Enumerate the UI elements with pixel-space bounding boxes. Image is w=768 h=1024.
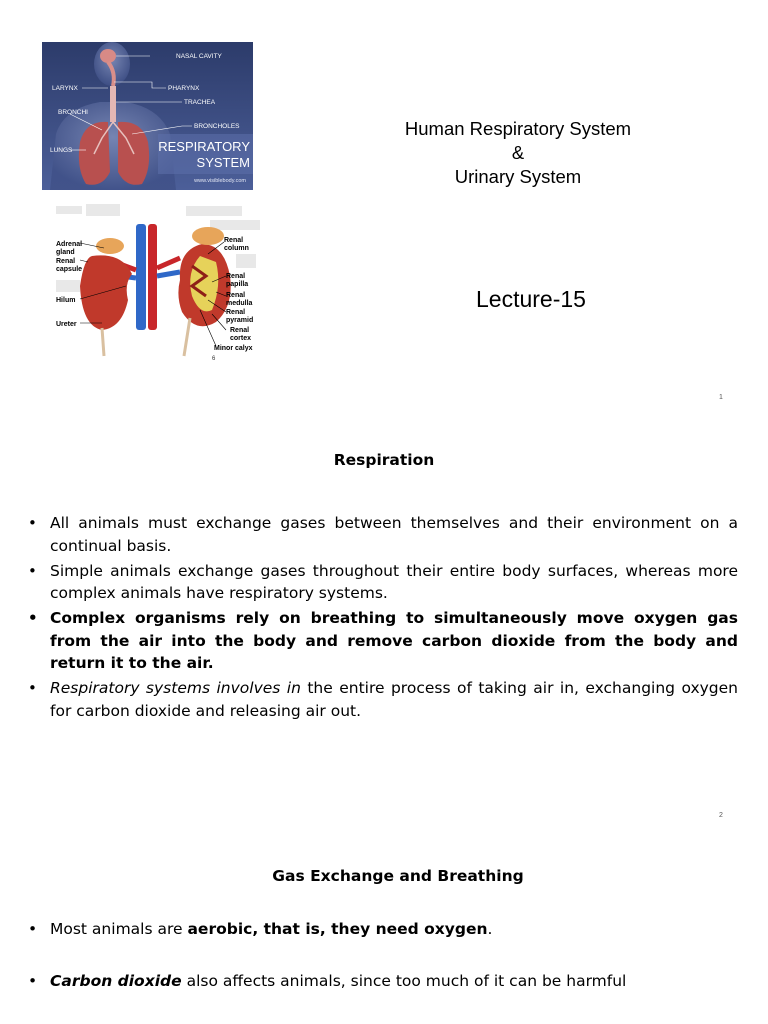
gas-exchange-heading: Gas Exchange and Breathing	[272, 867, 524, 885]
bullet-text: Most animals are	[50, 920, 188, 938]
label-adrenal: Adrenal	[56, 241, 83, 248]
label-renal-pyramid-1: Renal	[226, 309, 246, 316]
bullet-item	[28, 607, 738, 675]
lecture-number: Lecture-15	[476, 286, 586, 312]
page-number-1: 1	[719, 394, 723, 401]
label-renal-medulla-1: Renal	[226, 292, 246, 299]
slide-title	[370, 117, 666, 189]
label-renal-cortex-1: Renal	[230, 327, 250, 334]
bullet-item	[28, 512, 738, 557]
bullet-text-italic: Respiratory systems involves in	[50, 679, 301, 697]
figure-number: 6	[212, 356, 216, 362]
vena-cava	[136, 224, 146, 330]
bullet-text-bold-italic: Carbon dioxide	[50, 972, 182, 990]
label-renal-column-2: column	[224, 245, 249, 252]
label-hilum: Hilum	[56, 297, 76, 304]
label-larynx: LARYNX	[52, 85, 78, 92]
figure-caption-line2: SYSTEM	[196, 155, 250, 170]
title-line-1: Human Respiratory System	[404, 118, 632, 139]
label-bronchi: BRONCHI	[58, 109, 88, 116]
label-renal-papilla-1: Renal	[226, 273, 246, 280]
label-trachea: TRACHEA	[184, 99, 216, 106]
figure-caption-line1: RESPIRATORY	[158, 139, 250, 154]
label-renal-column-1: Renal	[224, 237, 244, 244]
bullet-text: the entire process of taking air in, exchanging oxygen for carbon dioxide and releasing air out.	[50, 679, 738, 720]
respiratory-system-image	[42, 42, 253, 190]
label-minor-calyx: Minor calyx	[214, 345, 253, 352]
bullet-text-bold: aerobic, that is, they need oxygen	[187, 920, 488, 938]
bullet-text: Complex organisms rely on breathing to simultaneously move oxygen gas from the air into the body and remove carbon dioxide from the body and return it to the air.	[50, 609, 738, 672]
bullet-item	[28, 560, 738, 605]
respiration-bullet-list	[28, 512, 738, 725]
aorta	[148, 224, 157, 330]
label-lungs: LUNGS	[50, 147, 73, 154]
respiration-heading: Respiration	[333, 451, 435, 469]
label-renal-capsule-1: Renal	[56, 258, 76, 265]
label-renal-capsule-2: capsule	[56, 266, 83, 273]
bullet-text: also affects animals, since too much of it can be harmful	[181, 972, 627, 990]
bullet-dot: •	[28, 972, 38, 990]
label-broncholes: BRONCHOLES	[194, 123, 240, 130]
label-nasal-cavity: NASAL CAVITY	[176, 53, 222, 60]
title-line-2: &	[511, 142, 525, 163]
bullet-dot: •	[28, 920, 38, 938]
bullet-item	[28, 677, 738, 722]
kidney-anatomy-image	[40, 196, 275, 366]
page-number-2: 2	[719, 812, 723, 819]
gas-exchange-bullet-2	[28, 972, 740, 990]
label-renal-medulla-2: medulla	[226, 300, 253, 307]
bullet-text: Simple animals exchange gases throughout their entire body surfaces, whereas more complex animals have respiratory systems.	[50, 561, 738, 602]
bullet-text: All animals must exchange gases between themselves and their environment on a continual basis.	[50, 514, 738, 555]
gas-exchange-bullet-1	[28, 920, 740, 938]
label-renal-papilla-2: papilla	[226, 281, 249, 288]
title-line-3: Urinary System	[454, 166, 582, 187]
label-pharynx: PHARYNX	[168, 85, 200, 92]
bullet-text: .	[487, 920, 493, 938]
label-renal-pyramid-2: pyramid	[226, 317, 254, 324]
label-renal-cortex-2: cortex	[230, 335, 252, 342]
figure-credit: www.visiblebody.com	[194, 178, 246, 184]
label-gland: gland	[56, 249, 75, 256]
label-ureter: Ureter	[56, 321, 77, 328]
